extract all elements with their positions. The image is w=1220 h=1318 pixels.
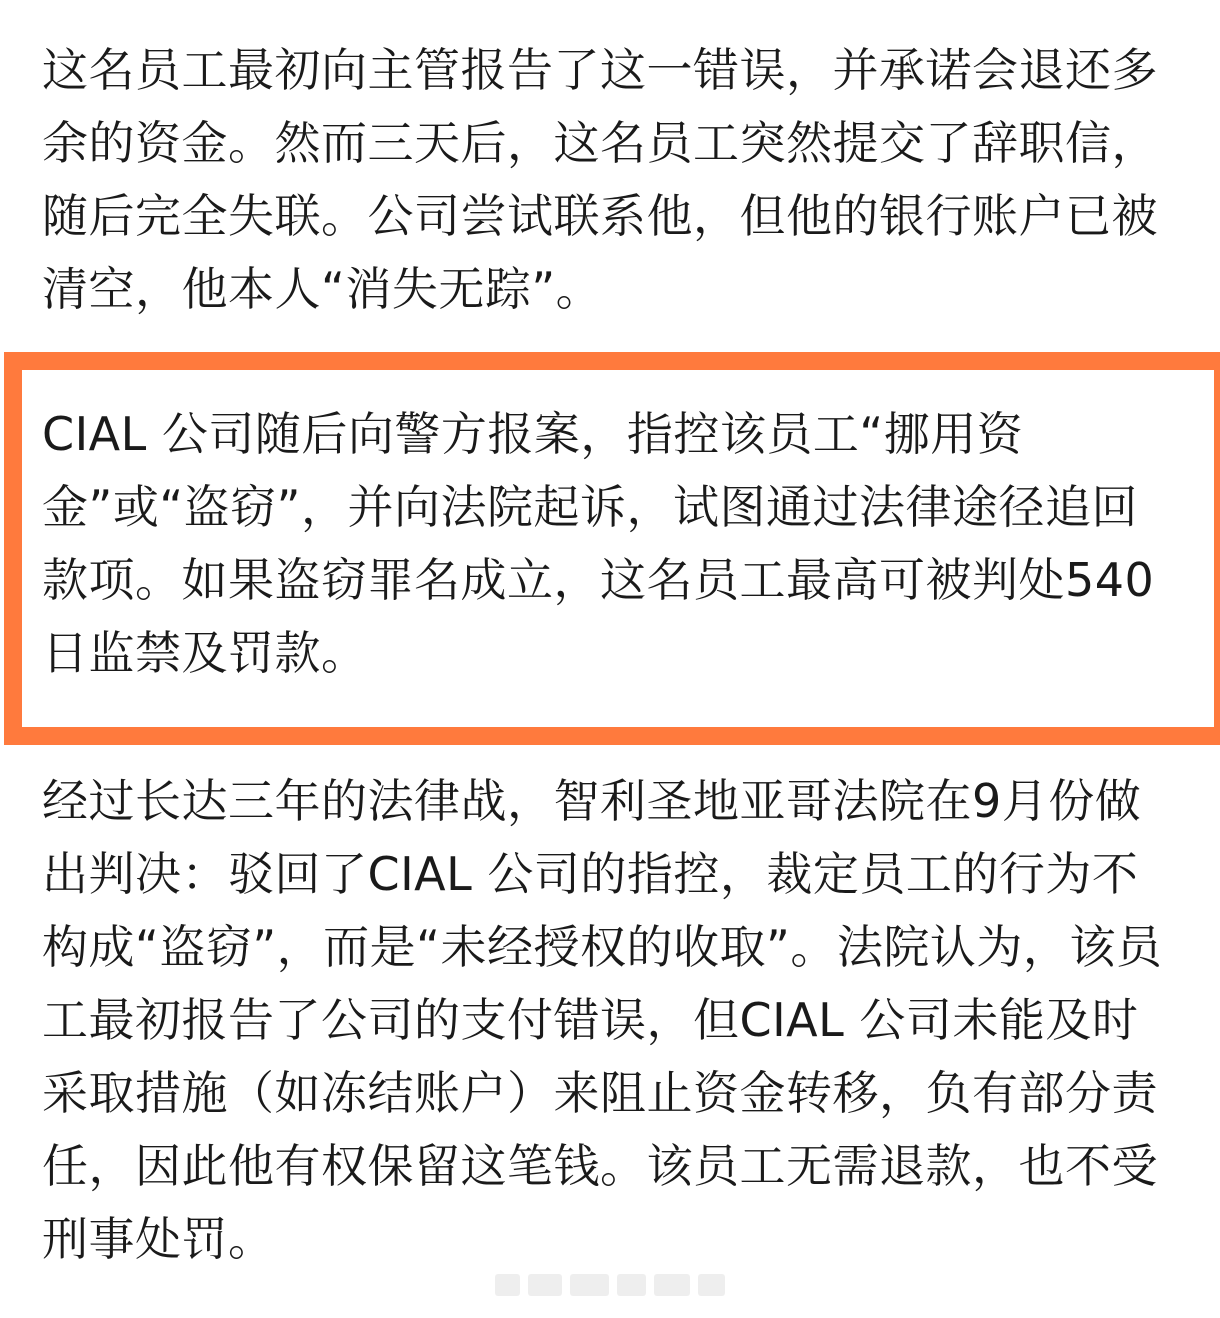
paragraph-2-highlighted: CIAL 公司随后向警方报案，指控该员工“挪用资金”或“盗窃”，并向法院起诉，试图通过法律途径追回款项。如果盗窃罪名成立，这名员工最高可被判处540日监禁及罚款。	[42, 407, 1155, 680]
watermark	[495, 1265, 725, 1305]
paragraph-1: 这名员工最初向主管报告了这一错误，并承诺会退还多余的资金。然而三天后，这名员工突然提交了辞职信，随后完全失联。公司尝试联系他，但他的银行账户已被清空，他本人“消失无踪”。	[42, 43, 1158, 316]
watermark-glyph	[495, 1274, 520, 1296]
watermark-glyph	[570, 1274, 609, 1296]
watermark-glyph	[698, 1274, 725, 1296]
paragraph-3: 经过长达三年的法律战，智利圣地亚哥法院在9月份做出判决：驳回了CIAL 公司的指控，裁定员工的行为不构成“盗窃”，而是“未经授权的收取”。法院认为，该员工最初报告了公司的支付错误，但CIAL 公司未能及时采取措施（如冻结账户）来阻止资金转移，负有部分责任，因此他有权保留这笔钱。该员工无需退款，也不受刑事处罚。	[42, 774, 1163, 1266]
watermark-glyph	[528, 1274, 561, 1296]
watermark-glyph	[617, 1274, 646, 1296]
watermark-glyph	[654, 1274, 689, 1296]
